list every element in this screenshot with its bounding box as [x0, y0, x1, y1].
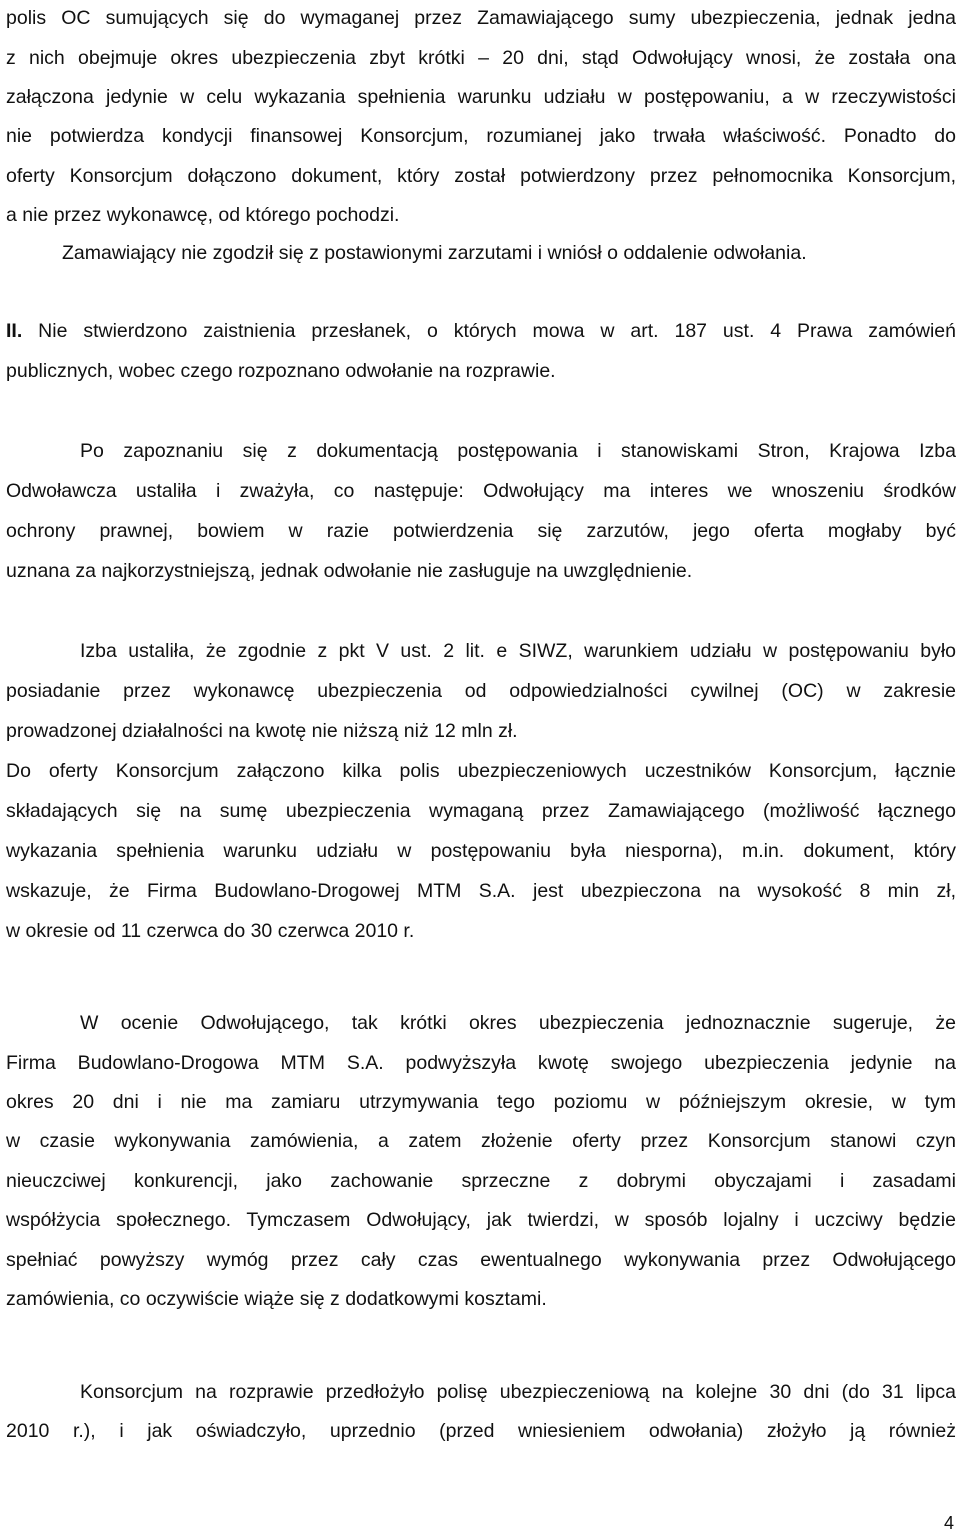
text-line: W ocenie Odwołującego, tak krótki okres ubezpieczenia jednoznacznie sugeruje, że: [80, 1012, 956, 1034]
text-line: polis OC sumujących się do wymaganej przez Zamawiającego sumy ubezpieczenia, jednak jedna: [6, 7, 956, 29]
text-line: Izba ustaliła, że zgodnie z pkt V ust. 2 lit. e SIWZ, warunkiem udziału w postępowaniu było: [80, 640, 956, 662]
text-line: Firma Budowlano-Drogowa MTM S.A. podwyższyła kwotę swojego ubezpieczenia jedynie na: [6, 1052, 956, 1074]
text-line: 2010 r.), i jak oświadczyło, uprzednio (przed wniesieniem odwołania) złożyło ją również: [6, 1420, 956, 1442]
text-line: z nich obejmuje okres ubezpieczenia zbyt krótki – 20 dni, stąd Odwołujący wnosi, że została ona: [6, 47, 956, 69]
text-line: spełniać powyższy wymóg przez cały czas ewentualnego wykonywania przez Odwołującego: [6, 1249, 956, 1271]
text-line: ochrony prawnej, bowiem w razie potwierdzenia się zarzutów, jego oferta mogłaby być: [6, 520, 956, 542]
text-line: załączona jedynie w celu wykazania spełnienia warunku udziału w postępowaniu, a w rzeczywistości: [6, 86, 956, 108]
text-line: okres 20 dni i nie ma zamiaru utrzymywania tego poziomu w późniejszym okresie, w tym: [6, 1091, 956, 1113]
text-line: prowadzonej działalności na kwotę nie niższą niż 12 mln zł.: [6, 720, 518, 742]
text-line: współżycia społecznego. Tymczasem Odwołujący, jak twierdzi, w sposób lojalny i uczciwy będzie: [6, 1209, 956, 1231]
page-number: 4: [943, 1513, 954, 1533]
text-line: Po zapoznaniu się z dokumentacją postępowania i stanowiskami Stron, Krajowa Izba: [80, 440, 956, 462]
text-line: publicznych, wobec czego rozpoznano odwołanie na rozprawie.: [6, 360, 556, 382]
section-heading-line: [6, 318, 956, 344]
text-line: oferty Konsorcjum dołączono dokument, który został potwierdzony przez pełnomocnika Konsorcjum,: [6, 165, 956, 187]
text-line: wykazania spełnienia warunku udziału w postępowaniu była niesporna), m.in. dokument, który: [6, 840, 956, 862]
text-line: Konsorcjum na rozprawie przedłożyło polisę ubezpieczeniową na kolejne 30 dni (do 31 lipca: [80, 1381, 956, 1403]
text-line: w okresie od 11 czerwca do 30 czerwca 2010 r.: [6, 920, 415, 942]
text-line: wskazuje, że Firma Budowlano-Drogowej MTM S.A. jest ubezpieczona na wysokość 8 min zł,: [6, 880, 956, 902]
text-line: Do oferty Konsorcjum załączono kilka polis ubezpieczeniowych uczestników Konsorcjum, łącznie: [6, 760, 956, 782]
text-line: a nie przez wykonawcę, od którego pochodzi.: [6, 204, 400, 226]
text-line: zamówienia, co oczywiście wiąże się z dodatkowymi kosztami.: [6, 1288, 547, 1310]
text-line: Zamawiający nie zgodził się z postawionymi zarzutami i wniósł o oddalenie odwołania.: [62, 242, 807, 264]
text-line: Odwoławcza ustaliła i zważyła, co następuje: Odwołujący ma interes we wnoszeniu środków: [6, 480, 956, 502]
text-line: nie potwierdza kondycji finansowej Konsorcjum, rozumianej jako trwała właściwość. Ponadto do: [6, 125, 956, 147]
text-line: posiadanie przez wykonawcę ubezpieczenia od odpowiedzialności cywilnej (OC) w zakresie: [6, 680, 956, 702]
text-span: Nie stwierdzono zaistnienia przesłanek, o których mowa w art. 187 ust. 4 Prawa zamówień: [22, 320, 956, 342]
text-line: składających się na sumę ubezpieczenia wymaganą przez Zamawiającego (możliwość łącznego: [6, 800, 956, 822]
text-line: uznana za najkorzystniejszą, jednak odwołanie nie zasługuje na uwzględnienie.: [6, 560, 693, 582]
text-line: nieuczciwej konkurencji, jako zachowanie sprzeczne z dobrymi obyczajami i zasadami: [6, 1170, 956, 1192]
section-number: II.: [6, 320, 23, 342]
text-line: w czasie wykonywania zamówienia, a zatem złożenie oferty przez Konsorcjum stanowi czyn: [6, 1130, 956, 1152]
